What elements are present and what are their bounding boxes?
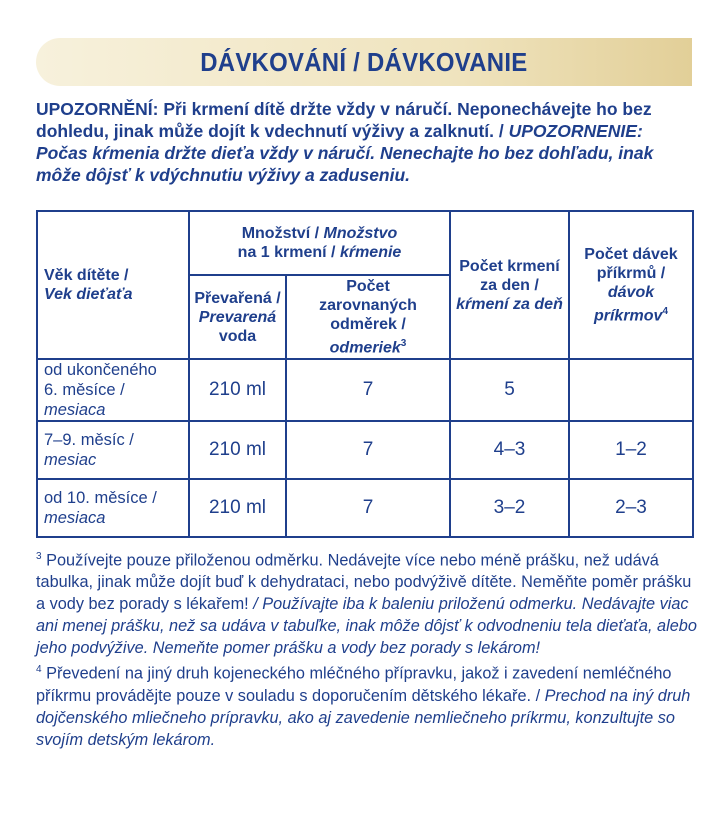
warning-text-sk: Počas kŕmenia držte dieťa vždy v náručí. Nenechajte ho bez dohľadu, inak môže dôjsť k vdýchnutiu výživy a zaduseniu.: [36, 143, 654, 185]
footnote-4: [36, 659, 700, 750]
header-scoops-sk: odmeriek: [329, 339, 401, 357]
table-row: [37, 359, 693, 421]
header-age-sk: Vek dieťaťa: [44, 286, 133, 303]
title-banner: [36, 38, 692, 86]
header-meals-cz2: příkrmů /: [596, 264, 666, 282]
age-cell: [37, 359, 189, 421]
dosage-table: [36, 210, 694, 538]
meals-cell: 2–3: [569, 479, 693, 537]
header-meals-sk2: príkrmov: [593, 307, 663, 325]
header-feeds-sk: kŕmení za deň: [456, 295, 563, 313]
scoops-cell: 7: [286, 421, 450, 479]
header-meals-footnote: 4: [662, 305, 669, 317]
header-meals: [569, 211, 693, 359]
water-cell: 210 ml: [189, 359, 286, 421]
age-text-cz: 7–9. měsíc /: [44, 431, 134, 449]
age-text-cz2: 6. měsíce /: [44, 381, 125, 399]
footnote-3-mark: 3: [36, 551, 42, 562]
table-header-row: [37, 211, 693, 275]
header-water: [189, 275, 286, 359]
footnote-3-cz: Používejte pouze přiloženou odměrku. Nedávejte více nebo méně prášku, než udává tabulka, jinak může dojít buď k dehydrataci, nebo podvýživě dítěte. Neměňte poměr prášku a vody bez porady s lékařem!: [36, 551, 692, 614]
warning-label-cz: UPOZORNĚNÍ:: [36, 99, 159, 119]
meals-cell: 1–2: [569, 421, 693, 479]
header-scoops: [286, 275, 450, 359]
scoops-cell: 7: [286, 479, 450, 537]
header-feeds-cz1: Počet krmení: [459, 257, 560, 275]
feeds-cell: 3–2: [450, 479, 569, 537]
warning-text-cz: Při krmení dítě držte vždy v náručí. Neponechávejte ho bez dohledu, jinak může dojít k vdechnutí výživy a zalknutí. /: [36, 99, 652, 141]
footnote-4-sk: Prechod na iný druh dojčenského mliečneho prípravku, ako aj zavedenie nemliečneho príkrmu, konzultujte so svojím detským lekárom.: [36, 686, 691, 749]
warning-label-sk: UPOZORNENIE:: [508, 121, 643, 141]
header-water-cz: Převařená /: [194, 289, 281, 307]
age-text-sk: mesiaca: [44, 401, 106, 419]
header-meals-cz1: Počet dávek: [584, 245, 678, 263]
header-amount-sk: Množstvo: [323, 225, 398, 242]
age-cell: [37, 421, 189, 479]
header-scoops-cz3: odměrek /: [330, 315, 406, 333]
header-scoops-cz2: zarovnaných: [319, 296, 417, 314]
footnote-3: [36, 546, 700, 659]
header-amount-cz: Množství /: [241, 225, 320, 242]
age-text-sk: mesiaca: [44, 509, 106, 527]
header-amount: [189, 211, 450, 275]
header-meals-sk1: dávok: [607, 283, 655, 301]
table-row: [37, 479, 693, 537]
age-text-sk: mesiac: [44, 451, 97, 469]
footnote-4-cz: Převedení na jiný druh kojeneckého mléčného přípravku, jakož i zavedení nemléčného příkrmu provádějte pouze v souladu s doporučením dětského lékaře. /: [36, 664, 672, 705]
warning-block: [36, 98, 696, 186]
footnote-4-mark: 4: [36, 664, 42, 676]
header-feeds: [450, 211, 569, 359]
footnotes: [36, 546, 700, 751]
warning-text: [36, 98, 696, 186]
age-text-cz: od ukončeného: [44, 361, 157, 379]
footnote-3-sk: / Používajte iba k baleniu priloženú odmerku. Nedávajte viac ani menej prášku, než sa udáva v tabuľke, inak môže dôjsť k odvodneniu tela dieťaťa, alebo jeho podvýžive. Nemeňte pomer prášku a vody bez porady s lekárom!: [36, 595, 697, 658]
water-cell: 210 ml: [189, 421, 286, 479]
water-cell: 210 ml: [189, 479, 286, 537]
header-water-cz2: voda: [218, 327, 257, 345]
page-title: DÁVKOVÁNÍ / DÁVKOVANIE: [200, 46, 528, 77]
feeds-cell: 4–3: [450, 421, 569, 479]
header-water-sk: Prevarená: [198, 308, 277, 326]
meals-cell: [569, 359, 693, 421]
header-scoops-cz1: Počet: [346, 277, 390, 295]
header-feeds-cz2: za den /: [480, 276, 539, 294]
table-row: [37, 421, 693, 479]
age-cell: [37, 479, 189, 537]
age-text-cz: od 10. měsíce /: [44, 489, 157, 507]
header-scoops-footnote: 3: [400, 337, 407, 349]
header-age: [37, 211, 189, 359]
header-amount-cz2: na 1 krmení /: [237, 244, 336, 261]
scoops-cell: 7: [286, 359, 450, 421]
feeds-cell: 5: [450, 359, 569, 421]
header-amount-sk2: kŕmenie: [339, 244, 402, 261]
header-age-cz: Věk dítěte /: [44, 267, 129, 284]
